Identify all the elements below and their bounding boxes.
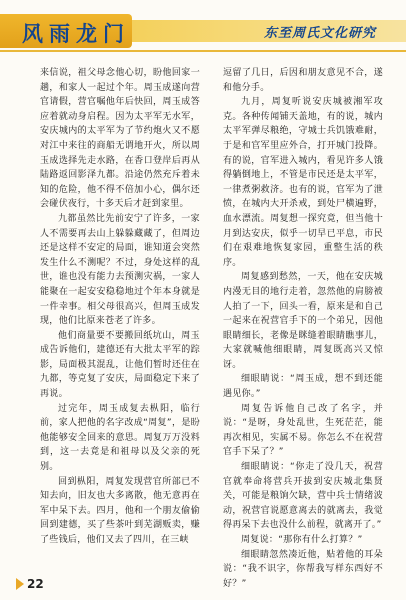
paragraph: 周复告诉他自己改了名字，并说：“是呀，身处乱世，生死茫茫，能再次相见，实属不易。你怎么不在祝营官手下呆了？” (223, 403, 383, 458)
paragraph: 细眼睛说：“周玉成，想不到还能遇见你。” (223, 374, 383, 400)
column-title: 风雨龙门 (22, 21, 130, 46)
paragraph: 细眼睛说：“你走了没几天，祝营官就奉命将营兵开拔到安庆城北集贤关，可能是粮饷欠缺，营中兵士情绪波动，祝营官说愿意离去的就离去，我觉得再呆下去也没什么前程，就离开了。” (223, 462, 383, 531)
paragraph: 来信说，祖父母念他心切，盼他回家一趟，和家人一起过个年。周玉成遂向营官请假，营官嘱他年后快回，周玉成答应着就动身启程。因为太平军无水军，安庆城内的太平军为了节约炮火又不愿对江中来往的商船无谓地开火，所以周玉成选择先走水路，在香口登岸后再从陆路返回影泽九都。沿途仍然充斥着未知的危险，他不得不倍加小心，偶尔还会碰伏夜行，十多天后才赶到家里。 (40, 68, 200, 210)
paragraph: 细眼睛忽然凑近他，贴着他的耳朵说：“我不识字，你帮我写样东西好不好？” (223, 549, 383, 589)
right-column (223, 66, 383, 589)
page-marker-icon (16, 578, 24, 590)
paragraph: 周复说：“那你有什么打算？” (241, 535, 363, 545)
header-divider (0, 50, 406, 52)
paragraph: 他们商量要不要搬回纸坑山，周玉成告诉他们，建德还有大批太平军的踪影，局面极其混乱，让他们暂时还住在九都，等克复了安庆，局面稳定下来了再说。 (40, 330, 200, 400)
paragraph: 逗留了几日，后因和朋友意见不合，遂和他分手。 (223, 68, 383, 93)
page-header (0, 0, 406, 64)
paragraph: 过完年，周玉成复去枞阳，临行前，家人把他的名字改成“周复”，是盼他能够安全回来的意思。周复万万没料到，这一去竟是和祖母以及父亲的死别。 (40, 403, 200, 473)
paragraph: 九月，周复听说安庆城被湘军攻克。各种传闻铺天盖地，有的说，城内太平军弹尽粮绝，守城士兵饥饿难耐，于是和官军里应外合，打开城门投降。有的说，官军进入城内，看见许多人饿得躺倒地上，不管是市民还是太平军，一律煮粥救济。也有的说，官军为了泄愤，在城内大开杀戒，到处尸横遍野，血水漂流。周复想一探究竟，但当他十月到达安庆，似乎一切早已平息，市民们在艰难地恢复家园，重整生活的秩序。 (223, 97, 383, 268)
paragraph: 周复感到愁然，一天，他在安庆城内漫无目的地行走着，忽然他的肩膀被人拍了一下，回头一看，原来是和自己一起来在祝营官手下的一个弟兄，因他眼睛细长，老像是眯缝着眼睛瞧事儿，大家就喊他细眼睛，周复既高兴又惊讶。 (223, 272, 383, 370)
paragraph: 回到枞阳，周复发现营官所部已不知去向，旧友也大多离散，他无意再在军中呆下去。四月，他和一个朋友偷偷回到建德，买了些茶叶到芜湖贩卖，赚了些钱后，他们又去了四川，在三峡 (40, 476, 200, 545)
journal-title: 东至周氏文化研究 (263, 26, 376, 41)
left-column (40, 66, 200, 572)
paragraph: 九都虽然比先前安宁了许多，一家人不需要再去山上躲躲藏藏了，但周边还是这样不安定的局面，谁知道会突然发生什么不测呢？不过，身处这样的乱世，谁也没有能力去预测灾祸，一家人能聚在一起安安稳稳地过个年本身就是一件幸事。相父母很高兴，但周玉成发现，他们比原来苍老了许多。 (40, 213, 200, 327)
page-footer (16, 576, 44, 592)
page-number: 22 (27, 577, 44, 591)
article-body (40, 66, 383, 589)
